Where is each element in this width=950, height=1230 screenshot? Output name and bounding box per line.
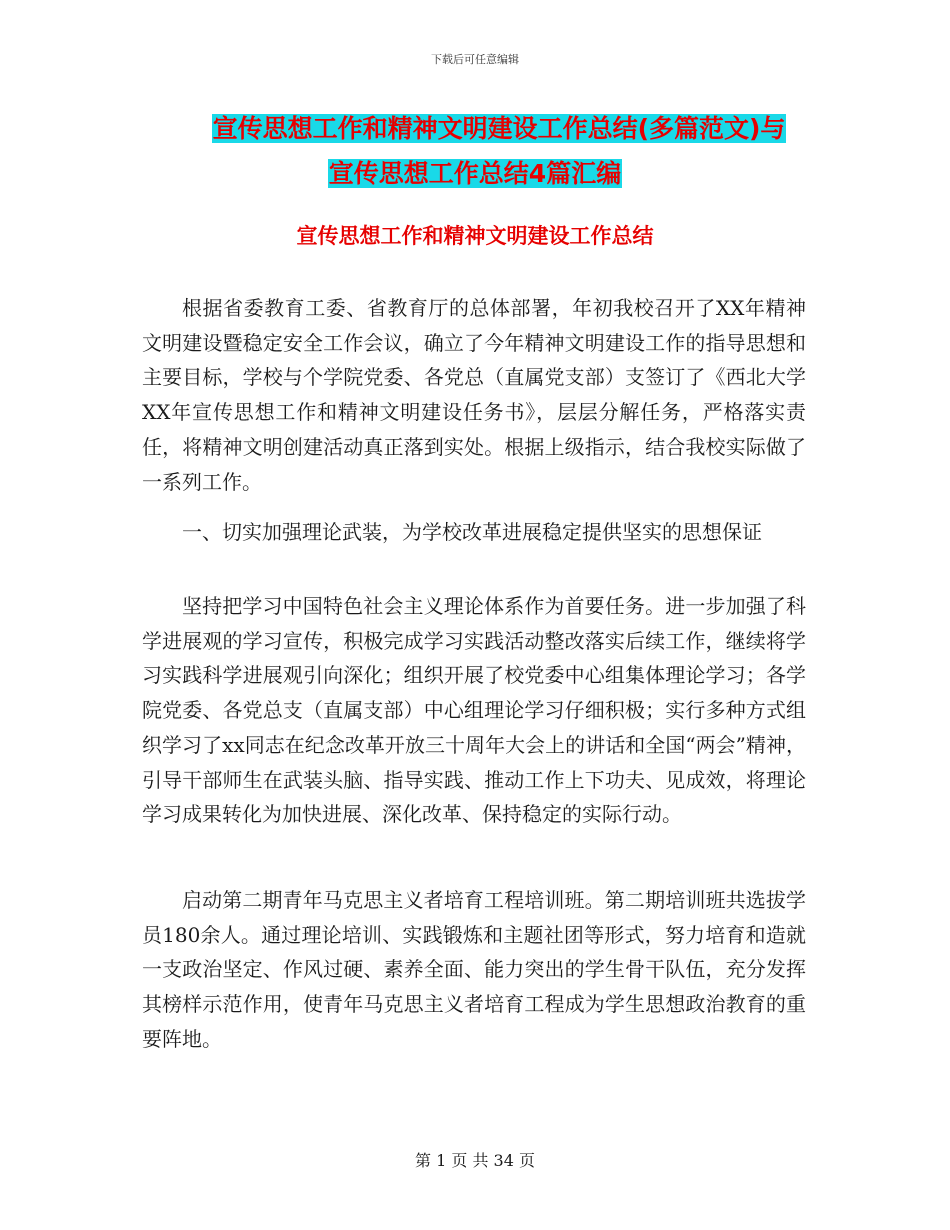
page-number-footer: 第 1 页 共 34 页 — [415, 1151, 535, 1170]
body-paragraph-2 — [142, 515, 806, 550]
body-paragraph-1 — [142, 291, 806, 499]
body-paragraph-3 — [142, 589, 806, 832]
document-title-line-1-text: 宣传思想工作和精神文明建设工作总结(多篇范文)与 — [212, 114, 786, 143]
subsection-heading: 一、切实加强理论武装，为学校改革进展稳定提供坚实的思想保证 — [182, 520, 762, 544]
document-title-line-2 — [0, 156, 950, 192]
page-header-note: 下载后可任意编辑 — [431, 53, 519, 66]
document-title-line-2-text: 宣传思想工作总结4篇汇编 — [328, 159, 622, 188]
paragraph-text: 启动第二期青年马克思主义者培育工程培训班。第二期培训班共选拔学员180余人。通过理论培训、实践锻炼和主题社团等形式，努力培育和造就一支政治坚定、作风过硬、素养全面、能力突出的学生骨干队伍，充分发挥其榜样示范作用，使青年马克思主义者培育工程成为学生思想政治教育的重要阵地。 — [142, 888, 806, 1051]
body-paragraph-4 — [142, 883, 806, 1057]
paragraph-text: 坚持把学习中国特色社会主义理论体系作为首要任务。进一步加强了科学进展观的学习宣传，积极完成学习实践活动整改落实后续工作，继续将学习实践科学进展观引向深化；组织开展了校党委中心组集体理论学习；各学院党委、各党总支（直属支部）中心组理论学习仔细积极；实行多种方式组织学习了xx同志在纪念改革开放三十周年大会上的讲话和全国“两会”精神，引导干部师生在武装头脑、指导实践、推动工作上下功夫、见成效，将理论学习成果转化为加快进展、深化改革、保持稳定的实际行动。 — [142, 594, 806, 827]
paragraph-text: 根据省委教育工委、省教育厅的总体部署，年初我校召开了XX年精神文明建设暨稳定安全工作会议，确立了今年精神文明建设工作的指导思想和主要目标，学校与个学院党委、各党总（直属党支部）支签订了《西北大学XX年宣传思想工作和精神文明建设任务书》，层层分解任务，严格落实责任，将精神文明创建活动真正落到实处。根据上级指示，结合我校实际做了一系列工作。 — [142, 296, 806, 494]
document-title-line-1 — [0, 111, 950, 147]
section-heading: 宣传思想工作和精神文明建设工作总结 — [296, 224, 654, 248]
